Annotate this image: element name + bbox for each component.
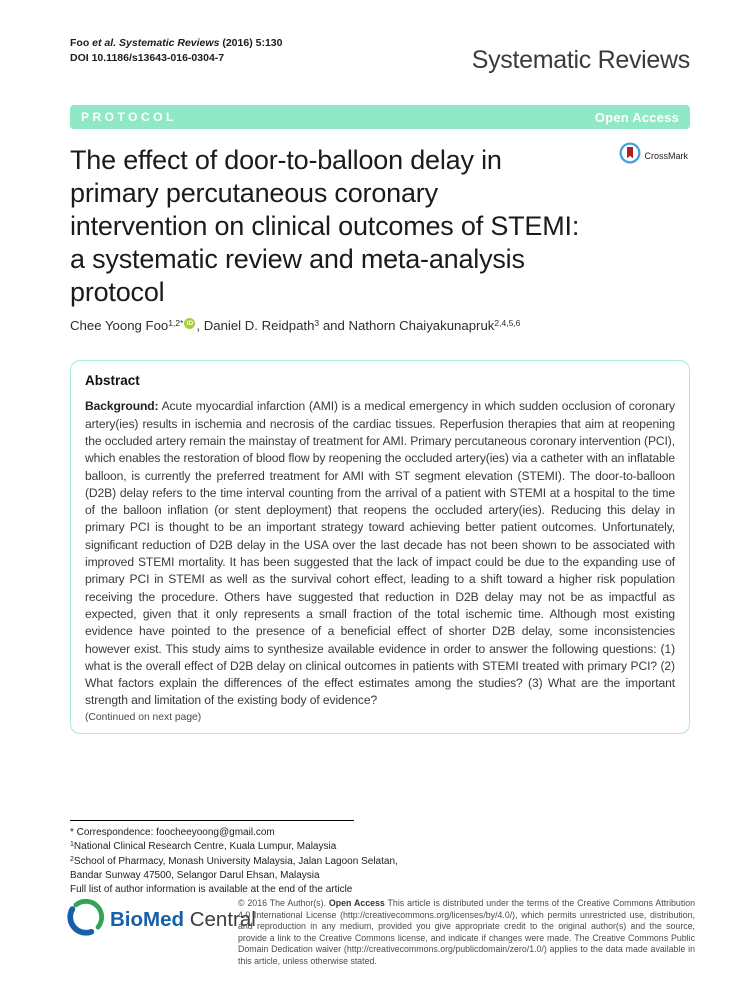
crossmark-badge[interactable]: [619, 142, 688, 169]
page-header: [70, 36, 690, 75]
open-access-label: Open Access: [594, 109, 679, 125]
author-affiliation-sup: 2,4,5,6: [494, 317, 521, 328]
citation-block: [70, 36, 282, 65]
affiliation-text: School of Pharmacy, Monash University Malaysia, Jalan Lagoon Selatan, Bandar Sunway 47500, Selangor Darul Ehsan, Malaysia: [70, 855, 398, 882]
author-name: Daniel D. Reidpath: [203, 318, 315, 334]
abstract-box: [70, 360, 690, 733]
title-line: The effect of door-to-balloon delay in: [70, 145, 502, 175]
citation-line: [70, 36, 282, 51]
footnote-divider: [70, 820, 354, 821]
crossmark-icon: [619, 142, 641, 169]
publisher-name: [110, 908, 256, 932]
title-line: intervention on clinical outcomes of STEMI:: [70, 211, 580, 241]
full-list-note: Full list of author information is available at the end of the article: [70, 884, 353, 896]
affiliation-line: [70, 840, 405, 855]
citation-volume: (2016) 5:130: [219, 37, 283, 49]
title-line: primary percutaneous coronary: [70, 178, 438, 208]
author: [319, 318, 520, 333]
affiliation-text: National Clinical Research Centre, Kuala Lumpur, Malaysia: [73, 840, 337, 852]
abstract-background-paragraph: [85, 398, 675, 709]
article-type-label: PROTOCOL: [81, 110, 177, 124]
citation-journal: et al. Systematic Reviews: [92, 37, 220, 49]
author: [196, 318, 319, 333]
author-affiliation-sup: 1,2*: [168, 317, 184, 328]
affiliation-sup: 1: [70, 840, 74, 848]
title-line: protocol: [70, 277, 165, 307]
crossmark-label: CrossMark: [644, 150, 688, 161]
author-list: [70, 318, 690, 333]
license-body: This article is distributed under the terms of the Creative Commons Attribution 4.0 International License (http://creativecommons.org/licenses/by/4.0/), which permits unrestricted use, distribution, and reproduction in any medium, provided you give appropriate credit to the original author(s) and the source, provide a link to the Creative Commons license, and indicate if changes were made. The Creative Commons Public Domain Dedication waiver (http://creativecommons.org/publicdomain/zero/1.0/) applies to the data made available in this article, unless otherwise stated.: [238, 898, 695, 966]
citation-author: Foo: [70, 37, 93, 49]
affiliation-line: [70, 855, 405, 884]
footnote-block: [70, 820, 405, 897]
correspondence-line: * Correspondence: foocheeyoong@gmail.com: [70, 827, 275, 838]
license-text: [238, 898, 695, 968]
author: [70, 318, 183, 333]
continued-note: (Continued on next page): [85, 711, 202, 723]
affiliation-sup: 2: [70, 855, 74, 863]
license-open-access-label: Open Access: [328, 898, 385, 908]
biomed-central-ring-icon: [66, 896, 106, 943]
publisher-name-central: Central: [184, 907, 256, 931]
article-title: [70, 144, 690, 309]
author-name: Nathorn Chaiyakunapruk: [348, 318, 495, 334]
author-separator: ,: [196, 318, 204, 334]
license-copyright: © 2016 The Author(s).: [238, 898, 329, 908]
author-name: Chee Yoong Foo: [70, 318, 169, 334]
article-type-banner: [70, 105, 690, 129]
author-affiliation-sup: 3: [314, 317, 320, 328]
abstract-heading: Abstract: [85, 373, 140, 389]
doi-line: DOI 10.1186/s13643-016-0304-7: [70, 51, 225, 64]
publisher-name-biomed: BioMed: [110, 907, 185, 931]
publisher-row: [66, 896, 695, 968]
journal-name: Systematic Reviews: [471, 46, 690, 74]
background-label: Background:: [85, 399, 159, 414]
biomed-central-logo: [66, 896, 256, 943]
background-text: Acute myocardial infarction (AMI) is a medical emergency in which sudden occlusion of coronary artery(ies) results in ischemia and necrosis of the cardiac tissues. Reperfusion therapies that aim at reopening the occluded artery remain the mainstay of treatment for AMI. Primary percutaneous coronary intervention (PCI), which enables the restoration of blood flow by reopening the occluded artery(ies) via a catheter with an inflatable balloon, is currently the preferred treatment for AMI with ST segment elevation (STEMI). The door-to-balloon (D2B) delay refers to the time interval counting from the arrival of a patient with STEMI at a hospital to the time of the balloon inflation (or stent deployment) that reopens the occluded artery(ies). Reducing this delay in primary PCI is thought to be an important strategy toward achieving better patient outcomes. Unfortunately, significant reduction of D2B delay in the USA over the last decade has not been shown to be associated with improved STEMI mortality. It has been suggested that the lack of impact could be due to the expanding use of primary PCI in STEMI as well as the survival cohort effect, leading to a shift toward a higher risk population receiving the procedure. Others have suggested that reduction in D2B delay may not be as impactful as expected, given that it only represents a small fraction of the total ischemic time. Although most existing evidence have pointed to the presence of a beneficial effect of shorter D2B delay, some inconsistencies however exist. This study aims to synthesize available evidence in order to answer the following questions: (1) what is the overall effect of D2B delay on clinical outcomes in patients with STEMI treated with primary PCI? (2) What factors explain the differences of the effect estimates among the studies? (3) What are the important strength and limitation of the existing body of evidence?: [85, 399, 675, 708]
author-separator: and: [319, 318, 349, 334]
title-line: a systematic review and meta-analysis: [70, 244, 525, 274]
orcid-icon[interactable]: iD: [184, 318, 195, 329]
